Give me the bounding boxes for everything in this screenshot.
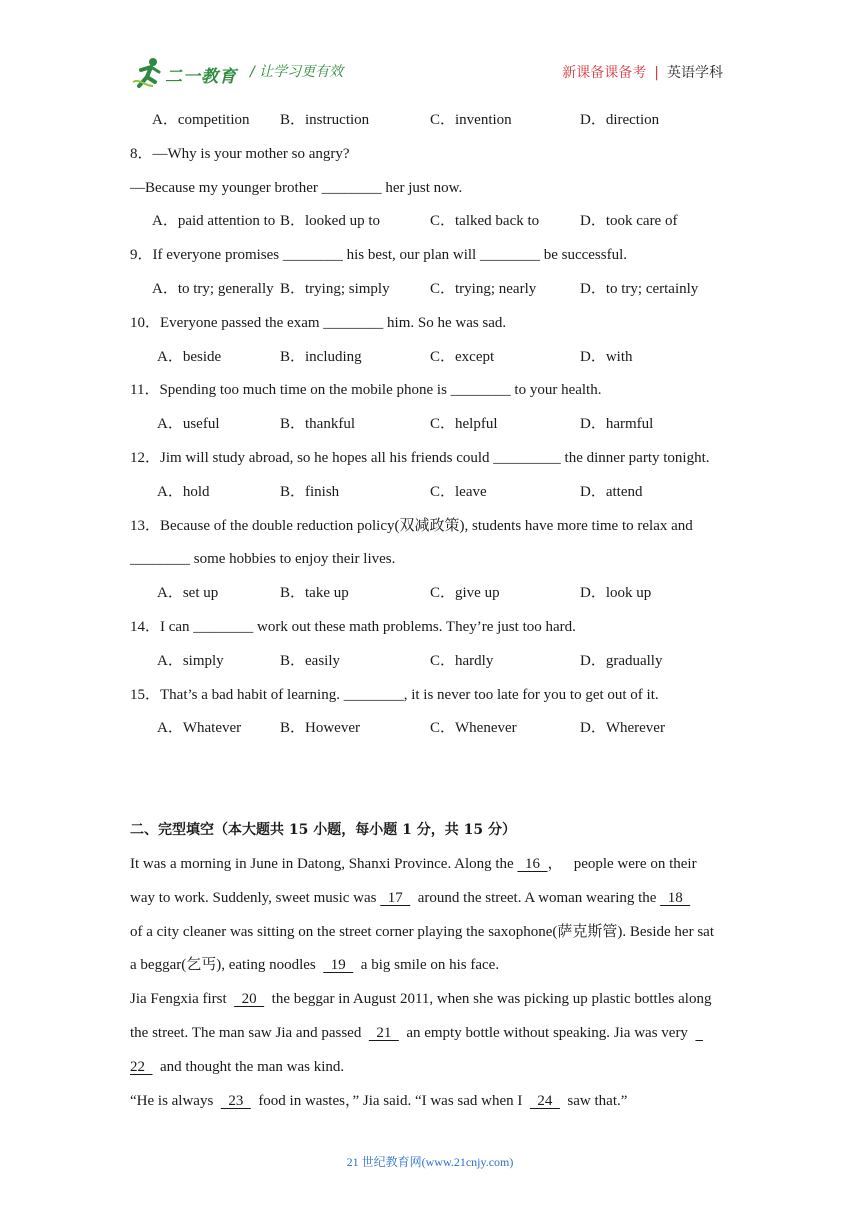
blank-number: 23 bbox=[220, 1092, 251, 1109]
option-c: C．except bbox=[430, 348, 495, 365]
option-b: B．looked up to bbox=[280, 213, 380, 230]
option-a: A．paid attention to bbox=[152, 213, 276, 230]
logo bbox=[131, 56, 241, 90]
question-text: 9．If everyone promises ________ his best, our plan will ________ be successful. bbox=[130, 247, 627, 264]
option-c: C．leave bbox=[430, 483, 487, 500]
passage-text: a beggar(乞丐), eating noodles bbox=[130, 957, 324, 974]
blank-number: 22 bbox=[130, 1058, 153, 1075]
option-d: D．to try; certainly bbox=[580, 280, 699, 297]
option-c: C．give up bbox=[430, 585, 500, 602]
question-text: 8．—Why is your mother so angry? bbox=[130, 145, 350, 162]
passage-text: the beggar in August 2011, when she was picking up plastic bottles along bbox=[264, 991, 712, 1008]
option-a: A．hold bbox=[157, 483, 210, 500]
blank-number: 24 bbox=[529, 1092, 560, 1109]
option-d: D．look up bbox=[580, 585, 652, 602]
option-b: B．However bbox=[280, 720, 360, 737]
passage-text: food in wastes，” Jia said. “I was sad when I bbox=[250, 1092, 530, 1109]
spacer bbox=[130, 746, 730, 780]
option-b: B．take up bbox=[280, 585, 349, 602]
question-text: 10．Everyone passed the exam ________ him. So he was sad. bbox=[130, 314, 507, 331]
passage-text: ， people were on their bbox=[547, 855, 697, 872]
section-title: 二、完型填空（本大题共 15 小题，每小题 1 分，共 15 分） bbox=[130, 822, 516, 839]
option-d: D．direction bbox=[580, 112, 660, 128]
option-a: A．to try; generally bbox=[152, 280, 274, 297]
answer-options bbox=[130, 476, 730, 510]
option-b: B．finish bbox=[280, 483, 340, 500]
question-text: 11．Spending too much time on the mobile phone is ________ to your health. bbox=[130, 382, 602, 399]
passage-text: a big smile on his face. bbox=[353, 957, 500, 974]
answer-options bbox=[130, 577, 730, 611]
question-text: of a city cleaner was sitting on the street corner playing the saxophone(萨克斯管). Beside her sat bbox=[130, 923, 714, 940]
option-a: A．beside bbox=[157, 348, 222, 365]
passage-text: and thought the man was kind. bbox=[152, 1058, 345, 1075]
answer-options bbox=[130, 341, 730, 375]
question-text: —Because my younger brother ________ her just now. bbox=[130, 179, 463, 196]
blank-number: 18 bbox=[660, 889, 691, 906]
option-a: A．Whatever bbox=[157, 720, 242, 737]
passage-line bbox=[130, 848, 730, 882]
option-d: D．Wherever bbox=[580, 720, 665, 737]
answer-options bbox=[130, 104, 730, 138]
option-d: D．with bbox=[580, 348, 633, 365]
option-c: C．helpful bbox=[430, 416, 498, 433]
question-text: ________ some hobbies to enjoy their lives. bbox=[130, 551, 396, 568]
slogan: / 让学习更有效 bbox=[250, 64, 344, 80]
option-c: C．Whenever bbox=[430, 720, 517, 737]
runner-logo-icon bbox=[131, 56, 165, 90]
option-d: D．harmful bbox=[580, 416, 654, 433]
question-text: 14．I can ________ work out these math problems. They’re just too hard. bbox=[130, 618, 576, 635]
option-d: D．took care of bbox=[580, 213, 678, 230]
passage-text: It was a morning in June in Datong, Shanxi Province. Along the bbox=[130, 855, 518, 872]
blank-number bbox=[695, 1025, 703, 1041]
option-c: C．talked back to bbox=[430, 213, 540, 230]
passage-line bbox=[130, 983, 730, 1017]
page-header bbox=[0, 0, 860, 100]
passage-line bbox=[130, 1017, 730, 1051]
spacer bbox=[130, 780, 730, 814]
passage-text: around the street. A woman wearing the bbox=[410, 889, 661, 906]
option-a: A．competition bbox=[152, 112, 250, 128]
passage-text: the street. The man saw Jia and passed bbox=[130, 1024, 369, 1041]
header-course-label: 新课备课备考 bbox=[562, 65, 647, 81]
option-a: A．set up bbox=[157, 585, 219, 602]
passage-text: an empty bottle without speaking. Jia was very bbox=[398, 1024, 696, 1041]
option-b: B．instruction bbox=[280, 112, 370, 128]
answer-options bbox=[130, 645, 730, 679]
option-c: C．trying; nearly bbox=[430, 280, 537, 297]
exam-content bbox=[130, 104, 730, 1118]
option-c: C．hardly bbox=[430, 652, 494, 669]
passage-text: saw that.” bbox=[559, 1092, 628, 1109]
passage-text: Jia Fengxia first bbox=[130, 991, 235, 1008]
header-subject-label: 英语学科 bbox=[667, 65, 723, 81]
header-separator: | bbox=[654, 65, 659, 81]
blank-number: 16 bbox=[517, 855, 548, 872]
option-a: A．simply bbox=[157, 652, 224, 669]
answer-options bbox=[130, 712, 730, 746]
passage-text: way to work. Suddenly, sweet music was bbox=[130, 889, 381, 906]
answer-options bbox=[130, 273, 730, 307]
passage-line bbox=[130, 1085, 730, 1119]
passage-text: “He is always bbox=[130, 1092, 221, 1109]
question-text: 12．Jim will study abroad, so he hopes all his friends could _________ the dinner party tonight. bbox=[130, 449, 710, 466]
answer-options bbox=[130, 408, 730, 442]
passage-line bbox=[130, 882, 730, 916]
page-footer: 21 世纪教育网(www.21cnjy.com) bbox=[346, 1155, 514, 1169]
option-a: A．useful bbox=[157, 416, 220, 433]
blank-number: 17 bbox=[380, 889, 411, 906]
answer-options bbox=[130, 205, 730, 239]
passage-line bbox=[130, 949, 730, 983]
option-b: B．easily bbox=[280, 652, 340, 669]
logo-text: 二一教育 bbox=[165, 67, 237, 87]
question-text: 13．Because of the double reduction policy(双减政策), students have more time to relax and bbox=[130, 517, 693, 534]
blank-number: 19 bbox=[323, 957, 354, 974]
option-d: D．attend bbox=[580, 483, 643, 500]
option-d: D．gradually bbox=[580, 652, 663, 669]
header-right bbox=[562, 62, 723, 82]
passage-line bbox=[130, 1051, 730, 1085]
blank-number: 21 bbox=[368, 1024, 399, 1041]
option-b: B．including bbox=[280, 348, 362, 365]
option-b: B．trying; simply bbox=[280, 280, 390, 297]
question-text: 15．That’s a bad habit of learning. ________, it is never too late for you to get out of it. bbox=[130, 686, 659, 703]
blank-number: 20 bbox=[234, 991, 265, 1008]
option-c: C．invention bbox=[430, 112, 512, 128]
option-b: B．thankful bbox=[280, 416, 355, 433]
